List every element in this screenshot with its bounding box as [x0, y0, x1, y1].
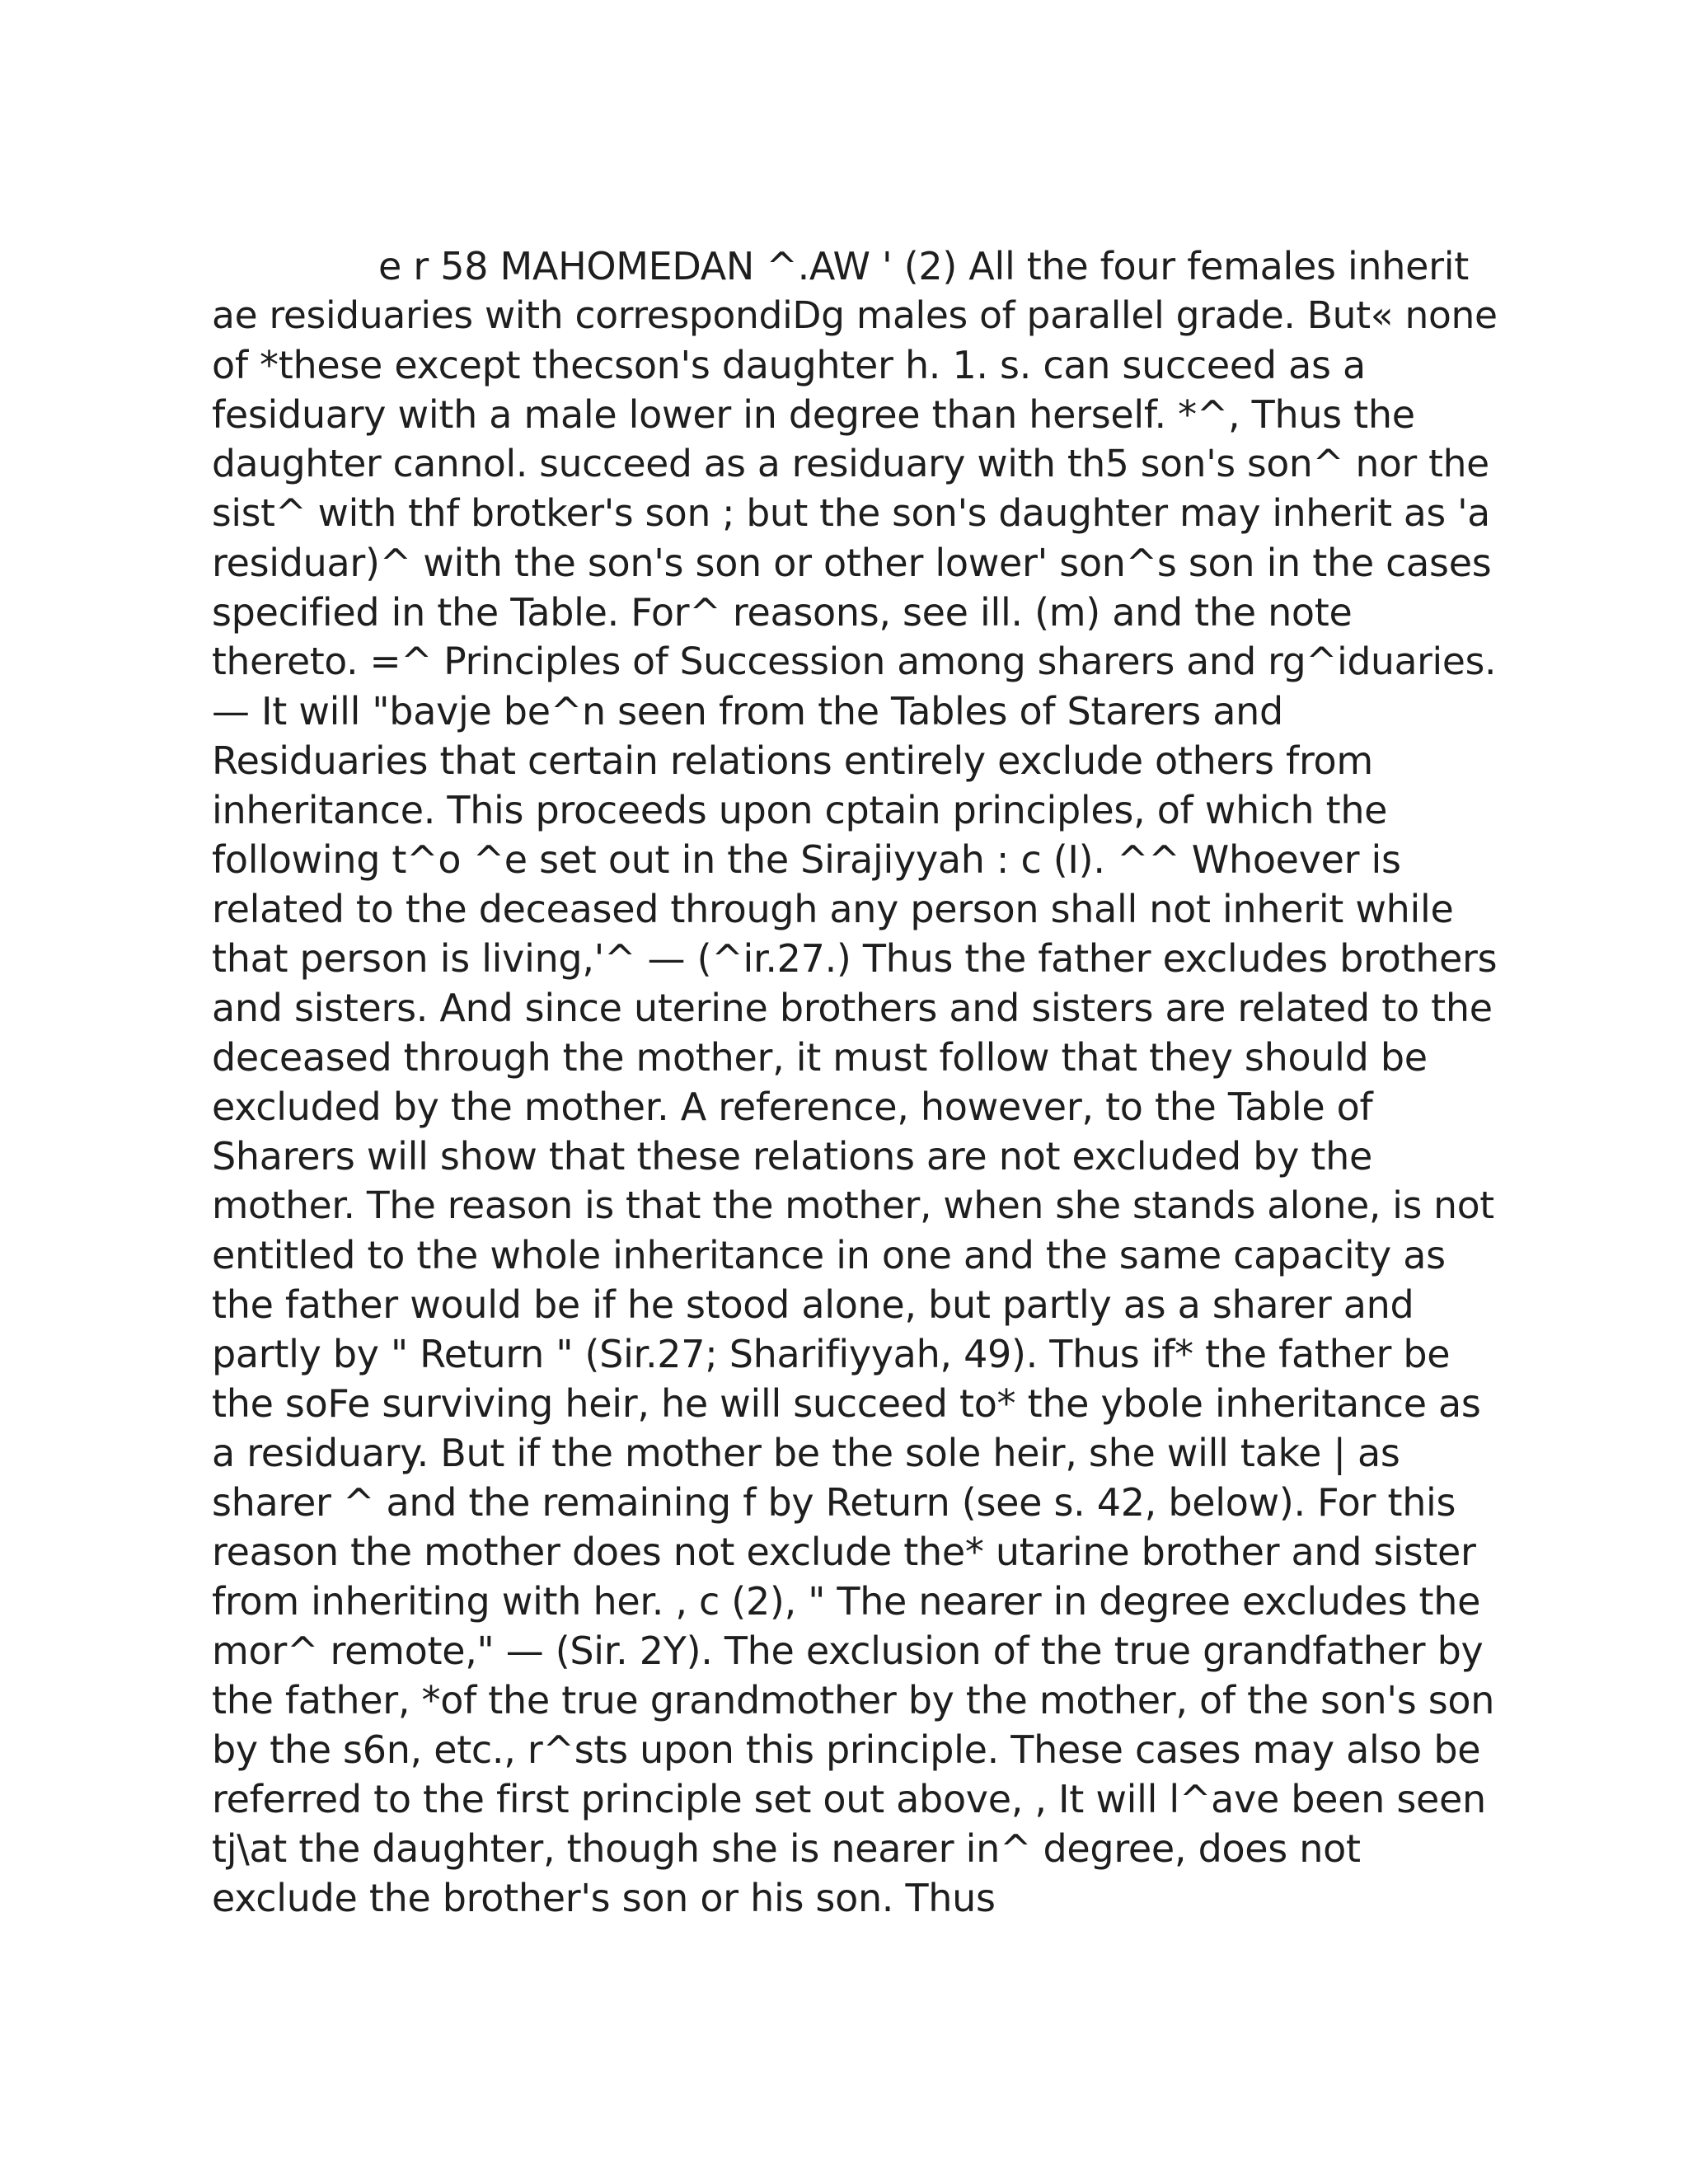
- text-line: entitled to the whole inheritance in one and the same capacity as: [212, 1233, 1446, 1277]
- text-line: mother. The reason is that the mother, when she stands alone, is not: [212, 1183, 1494, 1227]
- text-line: e r 58 MAHOMEDAN ^.AW ' (2) All the four females inherit: [378, 244, 1469, 288]
- text-line: sharer ^ and the remaining f by Return (see s. 42, below). For this: [212, 1480, 1456, 1525]
- text-line: Sharers will show that these relations are not excluded by the: [212, 1134, 1372, 1179]
- text-line: by the s6n, etc., r^sts upon this principle. These cases may also be: [212, 1727, 1481, 1772]
- text-line: — It will "bavje be^n seen from the Tables of Starers and: [212, 689, 1283, 733]
- text-line: of *these except thecson's daughter h. 1. s. can succeed as a: [212, 343, 1366, 387]
- text-line: the father, *of the true grandmother by the mother, of the son's son: [212, 1678, 1495, 1722]
- text-line: reason the mother does not exclude the* utarine brother and sister: [212, 1530, 1476, 1574]
- text-line: Residuaries that certain relations entirely exclude others from: [212, 738, 1373, 783]
- text-line: the soFe surviving heir, he will succeed to* the ybole inheritance as: [212, 1381, 1481, 1426]
- text-line: related to the deceased through any person shall not inherit while: [212, 887, 1454, 931]
- text-line: thereto. =^ Principles of Succession among sharers and rg^iduaries.: [212, 640, 1497, 683]
- text-line: exclude the brother's son or his son. Thus: [212, 1876, 996, 1920]
- text-line: tj\at the daughter, though she is nearer in^ degree, does not: [212, 1826, 1361, 1871]
- text-line: a residuary. But if the mother be the sole heir, she will take | as: [212, 1431, 1400, 1475]
- text-line: that person is living,'^ — (^ir.27.) Thus the father excludes brothers: [212, 936, 1498, 981]
- text-line: deceased through the mother, it must follow that they should be: [212, 1035, 1428, 1080]
- text-line: daughter cannol. succeed as a residuary with th5 son's son^ nor the: [212, 442, 1489, 485]
- text-line: excluded by the mother. A reference, however, to the Table of: [212, 1085, 1373, 1129]
- body-text: [212, 241, 1498, 1923]
- text-line: and sisters. And since uterine brothers and sisters are related to the: [212, 986, 1493, 1030]
- text-line: sist^ with thf brotker's son ; but the son's daughter may inherit as 'a: [212, 491, 1490, 535]
- text-line: residuar)^ with the son's son or other lower' son^s son in the cases: [212, 541, 1492, 585]
- text-line: specified in the Table. For^ reasons, see ill. (m) and the note: [212, 590, 1353, 635]
- text-line: fesiduary with a male lower in degree than herself. *^, Thus the: [212, 392, 1415, 437]
- text-line: partly by " Return " (Sir.27; Sharifiyyah, 49). Thus if* the father be: [212, 1332, 1451, 1376]
- text-line: mor^ remote," — (Sir. 2Y). The exclusion of the true grandfather by: [212, 1629, 1484, 1673]
- text-line: ae residuaries with correspondiDg males of parallel grade. But« none: [212, 293, 1498, 337]
- text-line: from inheriting with her. , c (2), " The nearer in degree excludes the: [212, 1579, 1481, 1624]
- text-line: inheritance. This proceeds upon cptain principles, of which the: [212, 788, 1388, 832]
- text-line: the father would be if he stood alone, but partly as a sharer and: [212, 1282, 1414, 1327]
- text-line: following t^o ^e set out in the Sirajiyyah : c (I). ^^ Whoever is: [212, 837, 1401, 882]
- text-line: referred to the first principle set out above, , It will l^ave been seen: [212, 1777, 1486, 1821]
